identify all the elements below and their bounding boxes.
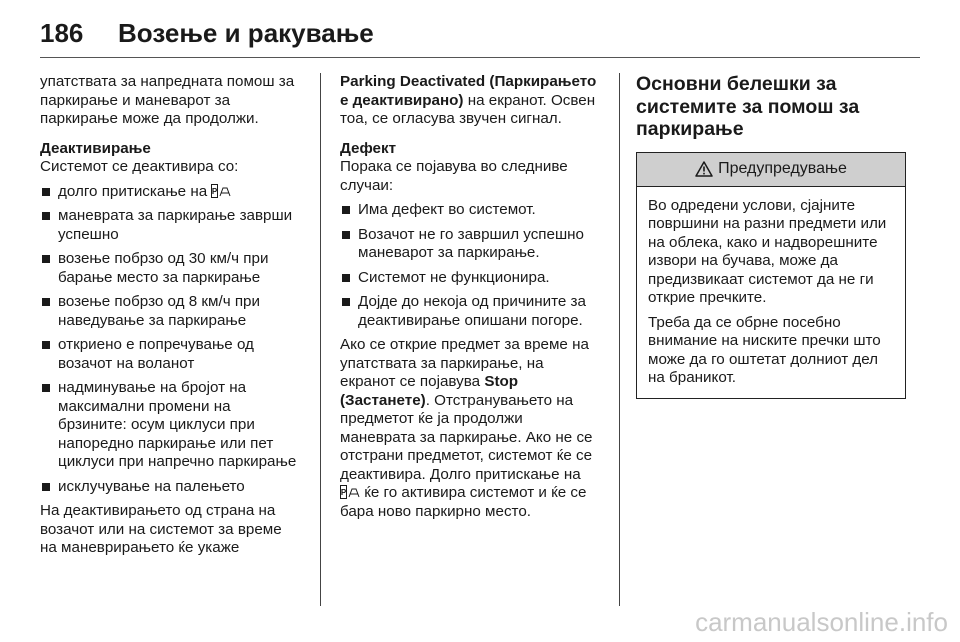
svg-text:P: P (340, 488, 347, 497)
deactivation-outro: На деактивирањето од страна на возачот или на системот за време на маневрирањето ќе укаже (40, 502, 282, 556)
warning-body (637, 187, 905, 398)
obstacle-text-a: Ако се открие предмет за време на упатствата за паркирање, на екранот се појавува (340, 336, 589, 390)
stop-message: Stop (Застанете) (340, 373, 519, 409)
warning-box (636, 152, 906, 399)
column-3 (636, 73, 906, 399)
column-divider-1 (320, 73, 321, 606)
deactivation-heading: Деактивирање (40, 139, 151, 157)
list-item: Дојде до некоја од причините за деактивирање опишани погоре. (340, 293, 602, 330)
warning-title: Предупредување (718, 159, 847, 177)
warning-triangle-icon (695, 161, 713, 177)
column-1 (40, 73, 302, 558)
fault-heading: Дефект (340, 139, 397, 157)
deactivation-list (40, 183, 302, 497)
parking-assist-icon (340, 485, 360, 499)
fault-lead: Порака се појавува во следниве случаи: (340, 158, 568, 194)
list-item: Возачот не го завршил успешно маневарот за паркирање. (340, 226, 602, 263)
parking-deactivated-text: на екранот. Освен тоа, се огласува звучен сигнал. (340, 91, 596, 127)
fault-list (340, 201, 602, 330)
obstacle-text-c: ќе го активира системот и ќе се бара ново паркирно место. (340, 484, 587, 520)
page-header (40, 14, 920, 54)
header-rule (40, 57, 920, 58)
intro-paragraph: упатствата за напредната помош за паркирање и маневарот за паркирање може да продолжи. (40, 73, 295, 127)
page-number: 186 (40, 18, 84, 48)
section-heading: Основни белешки за системите за помош за паркирање (636, 73, 860, 140)
obstacle-text-b: . Отстранувањето на предметот ќе ја продолжи маневрата за паркирање. Ако не се отстрани предметот, системот ќе се деактивира. Долго притискање на (340, 391, 593, 483)
list-item: надминување на бројот на максимални промени на брзините: осум циклуси при напоредно паркирање или пет циклуси при напречно паркирање (40, 379, 302, 472)
list-item-text: долго притискање на (58, 182, 208, 200)
parking-assist-icon (211, 184, 231, 198)
svg-text:P: P (212, 186, 218, 196)
list-item: Системот не функционира. (340, 269, 602, 288)
obstacle-paragraph (340, 336, 602, 521)
warning-paragraph-2: Треба да се обрне посебно внимание на ниските пречки што може да го оштетат долниот дел на браникот. (648, 313, 881, 386)
list-item: откриено е попречување од возачот на воланот (40, 336, 302, 373)
list-item: возење побрзо од 8 км/ч при наведување за паркирање (40, 293, 302, 330)
chapter-title: Возење и ракување (118, 18, 374, 48)
column-divider-2 (619, 73, 620, 606)
warning-header (637, 153, 905, 187)
warning-paragraph-1: Во одредени услови, сјајните површини на разни предмети или на облека, како и надворешните извори на бучава, може да предизвикаат системот да не ги открие пречките. (648, 196, 887, 306)
column-2 (340, 73, 602, 521)
parking-deactivated-paragraph (340, 73, 602, 129)
list-item: Има дефект во системот. (340, 201, 602, 220)
watermark: carmanualsonline.info (695, 607, 948, 637)
list-item: маневрата за паркирање заврши успешно (40, 207, 302, 244)
deactivation-lead: Системот се деактивира со: (40, 158, 239, 175)
parking-deactivated-message: Parking Deactivated (Паркирањето е деактивирано) (340, 73, 597, 109)
list-item: возење побрзо од 30 км/ч при барање место за паркирање (40, 250, 302, 287)
list-item (40, 183, 302, 202)
list-item: исклучување на палењето (40, 478, 302, 497)
